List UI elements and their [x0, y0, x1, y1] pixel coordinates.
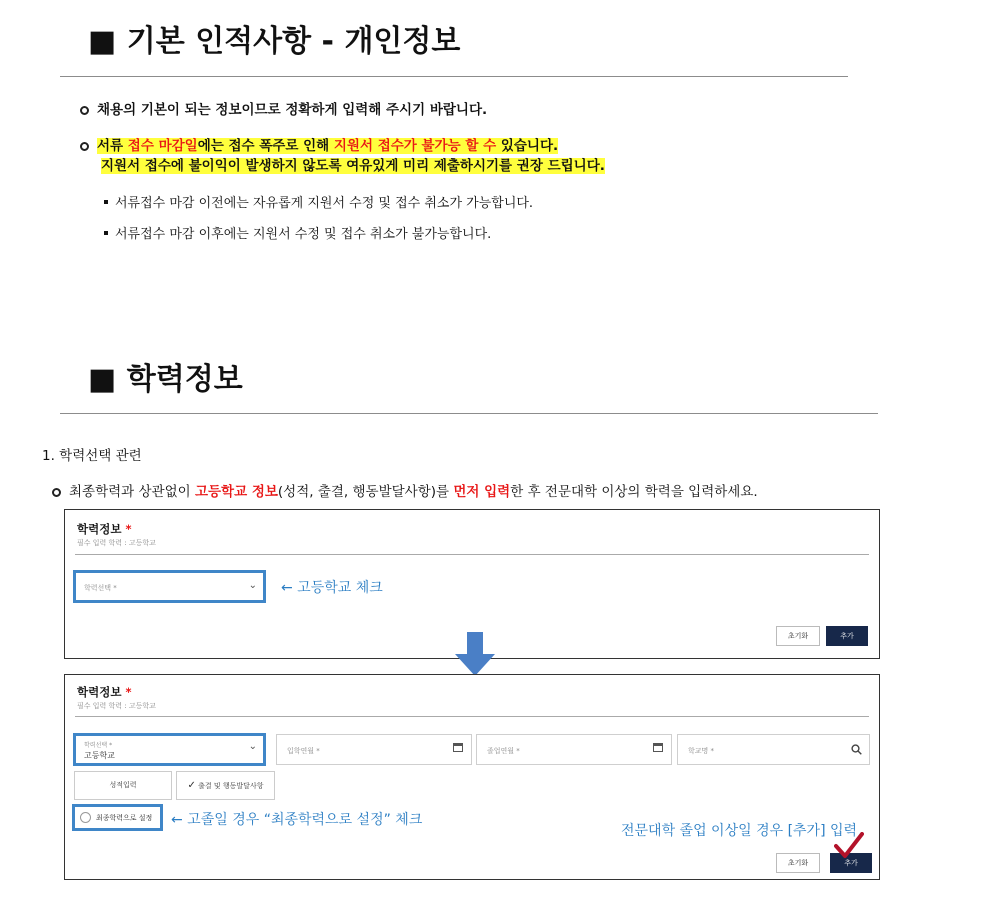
final-education-toggle[interactable] [72, 804, 163, 831]
panel-title: 학력정보 * [77, 685, 132, 699]
notice-line-3: 지원서 접수에 불이익이 발생하지 않도록 여유있게 미리 제출하시기를 권장 드립니다. [101, 158, 605, 174]
education-panel-after [64, 674, 880, 880]
school-name-input[interactable] [677, 734, 870, 765]
attendance-button[interactable]: ✓ 출결 및 행동발달사항 [176, 771, 275, 800]
notice-line-2: 서류 접수 마감일에는 접수 폭주로 인해 지원서 접수가 불가능 할 수 있습니다. [80, 134, 558, 154]
panel-title: 학력정보 * [77, 522, 132, 536]
calendar-icon[interactable] [453, 743, 463, 752]
calendar-icon[interactable] [653, 743, 663, 752]
arrow-down-icon [455, 632, 495, 678]
instruction-line: 최종학력과 상관없이 고등학교 정보(성적, 출결, 행동발달사항)를 먼저 입력한 후 전문대학 이상의 학력을 입력하세요. [52, 480, 758, 500]
item-heading: 1. 학력선택 관련 [42, 448, 142, 464]
grades-input-button[interactable]: 성적입력 [74, 771, 172, 800]
admission-date-input[interactable] [276, 734, 472, 765]
admission-date-placeholder: 입학연월 * [287, 747, 320, 755]
circle-bullet-icon [52, 488, 61, 497]
final-education-label: 최종학력으로 설정 [96, 814, 153, 822]
education-type-select[interactable] [73, 733, 266, 766]
add-button[interactable]: 추가 [830, 853, 872, 873]
add-button[interactable]: 추가 [826, 626, 868, 646]
reset-button[interactable]: 초기화 [776, 853, 820, 873]
panel-divider [75, 554, 869, 555]
school-name-placeholder: 학교명 * [688, 747, 715, 755]
select-placeholder: 학력선택 * [84, 584, 117, 592]
search-icon[interactable] [851, 744, 862, 755]
graduation-date-input[interactable] [476, 734, 672, 765]
education-type-select[interactable] [73, 570, 266, 603]
square-bullet-icon [104, 231, 108, 235]
chevron-down-icon: ⌄ [248, 741, 257, 752]
select-value: 고등학교 [84, 751, 115, 760]
check-icon: ✓ [187, 780, 196, 791]
chevron-down-icon: ⌄ [248, 580, 257, 591]
panel-subtitle: 필수 입력 학력 : 고등학교 [77, 702, 156, 710]
section-title-education: ■ 학력정보 [88, 362, 243, 397]
section-divider [60, 413, 878, 414]
select-label: 학력선택 * [84, 742, 113, 749]
sub-notice-2: 서류접수 마감 이후에는 지원서 수정 및 접수 취소가 불가능합니다. [104, 223, 491, 242]
reset-button[interactable]: 초기화 [776, 626, 820, 646]
annotation-highschool-check: ← 고등학교 체크 [281, 580, 383, 596]
annotation-final-education: ← 고졸일 경우 “최종학력으로 설정” 체크 [171, 812, 423, 828]
panel-divider [75, 716, 869, 717]
panel-subtitle: 필수 입력 학력 : 고등학교 [77, 539, 156, 547]
section-title-personal-info: ■ 기본 인적사항 - 개인정보 [88, 24, 461, 59]
section-divider [60, 76, 848, 77]
circle-bullet-icon [80, 106, 89, 115]
graduation-date-placeholder: 졸업연월 * [487, 747, 520, 755]
square-bullet-icon [104, 200, 108, 204]
sub-notice-1: 서류접수 마감 이전에는 자유롭게 지원서 수정 및 접수 취소가 가능합니다. [104, 192, 533, 211]
annotation-add-college: 전문대학 졸업 이상일 경우 [추가] 입력 [621, 823, 858, 839]
notice-line-1: 채용의 기본이 되는 정보이므로 정확하게 입력해 주시기 바랍니다. [80, 98, 487, 118]
circle-bullet-icon [80, 142, 89, 151]
checkmark-icon [834, 832, 864, 860]
radio-circle-icon [80, 812, 91, 823]
